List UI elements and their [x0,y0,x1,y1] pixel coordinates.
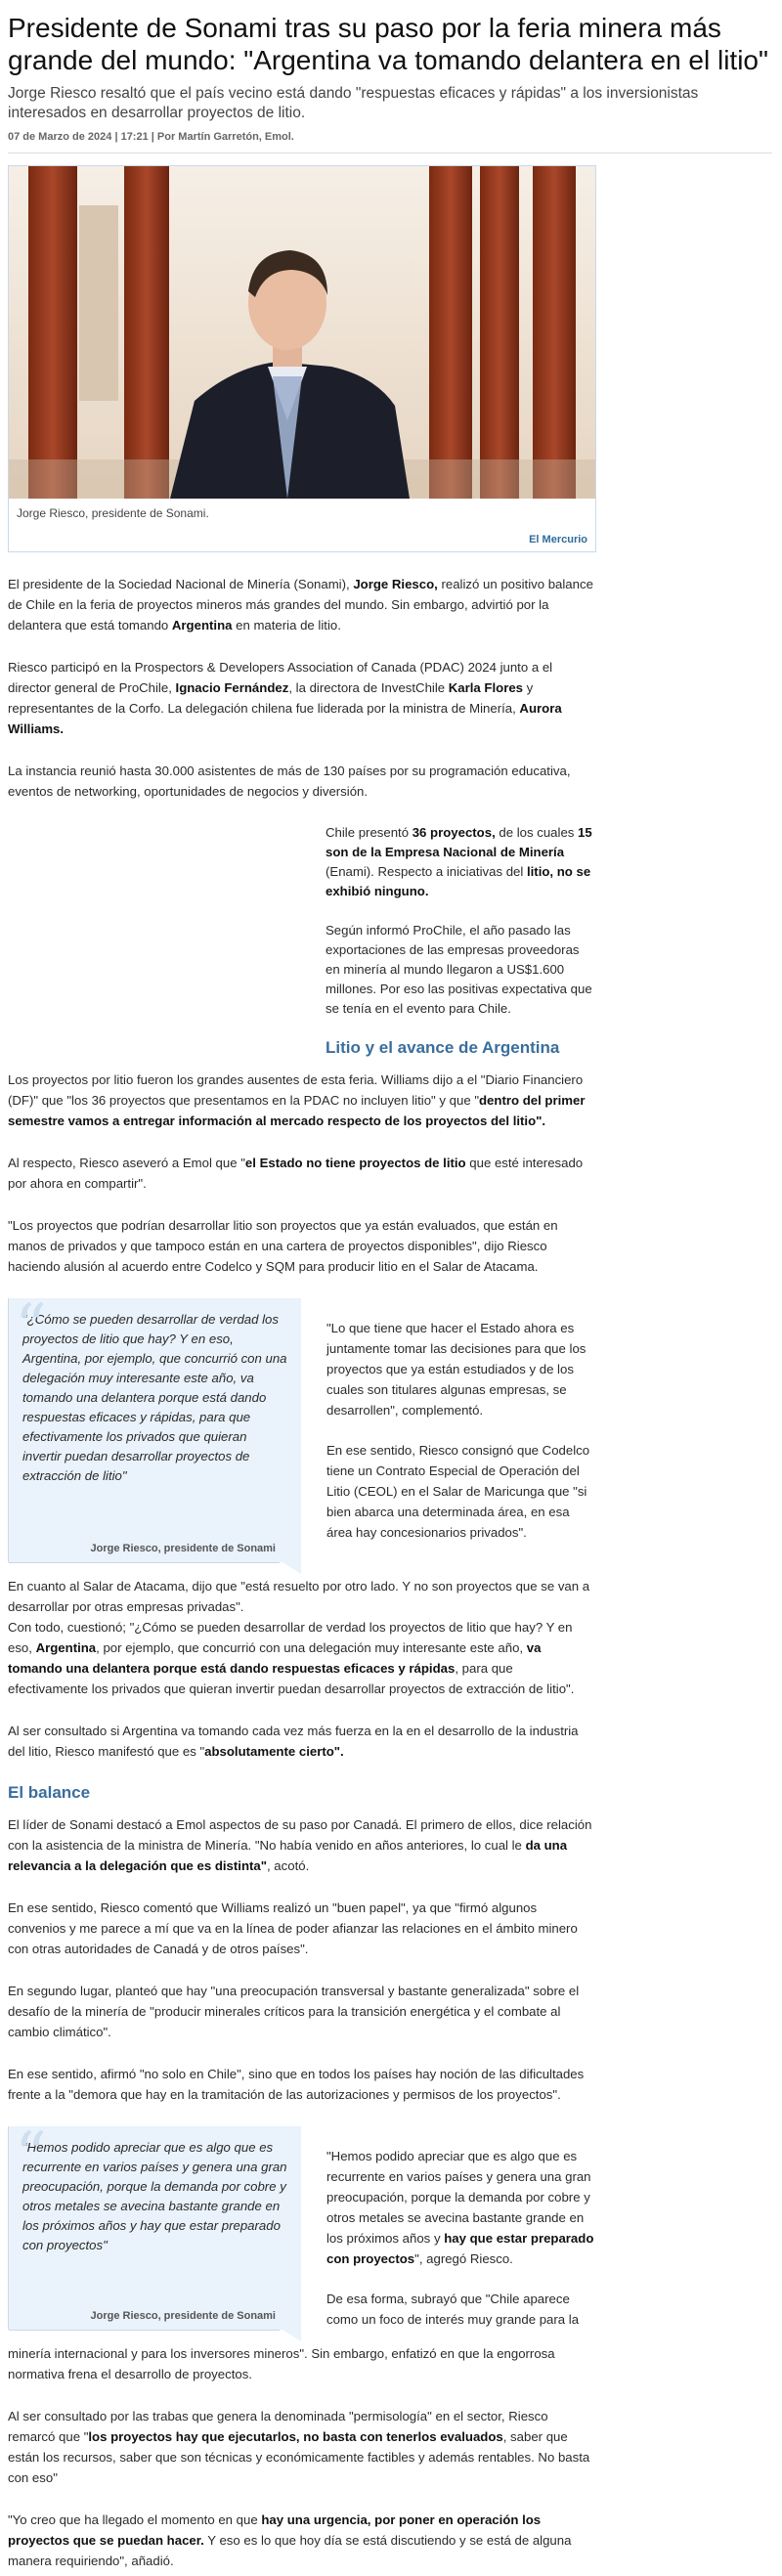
quote-text: "¿Cómo se pueden desarrollar de verdad los proyectos de litio que hay? Y en eso, Argentina, por ejemplo, que concurrió con una delegación muy interesante este año, va tomando una delantera porque está dando respuestas eficaces y rápidas, para que efectivamente los privados que quieran invertir puedan desarrollar proyectos de extracción de litio" [22,1312,287,1483]
side-paragraph: "Hemos podido apreciar que es algo que es recurrente en varios países y genera una gran preocupación, porque la demanda por cobre y otros metales se avecina bastante grande en los próximos años y hay que estar preparado con proyectos", agregó Riesco. [326,2149,594,2266]
quote-mark-icon: “ [15,2119,47,2192]
quote-author: Jorge Riesco, presidente de Sonami [90,2310,276,2322]
side-paragraph: "Lo que tiene que hacer el Estado ahora es juntamente tomar las decisiones para que los proyectos que ya están estudiados y de los cuales son titulares algunas empresas, se desarrollen", complementó. [326,1321,586,1418]
paragraph: La instancia reunió hasta 30.000 asistentes de más de 130 países por su programación educativa, eventos de networking, oportunidades de negocios y diversión. [8,764,571,799]
section-heading-litio: Litio y el avance de Argentina [326,1038,560,1057]
sidebar-column [326,823,594,1058]
side-paragraph: En ese sentido, Riesco consignó que Codelco tiene un Contrato Especial de Operación del Litio (CEOL) en el Salar de Maricunga que "si bien abarca una determinada área, en esa área hay concesionarios privados". [326,1443,590,1540]
paragraph: Riesco participó en la Prospectors & Developers Association of Canada (PDAC) 2024 junto a el director general de ProChile, Ignacio Fernández, la directora de InvestChile Karla Flores y representantes de la Corfo. La delegación chilena fue liderada por la ministra de Minería, Aurora Williams. [8,660,562,736]
paragraph: Al ser consultado por las trabas que genera la denominada "permisología" en el sector, Riesco remarcó que "los proyectos hay que ejecutarlos, no basta con tenerlos evaluados, saber que están los recursos, saber que son técnicas y económicamente factibles y además rentables. No basta con eso" [8,2409,590,2485]
paragraph: El presidente de la Sociedad Nacional de Minería (Sonami), Jorge Riesco, realizó un positivo balance de Chile en la feria de proyectos mineros más grandes del mundo. Sin embargo, advirtió por la delantera que está tomando Argentina en materia de litio. [8,577,593,633]
photo-portrait-icon[interactable] [9,166,595,499]
paragraph: El líder de Sonami destacó a Emol aspectos de su paso por Canadá. El primero de ellos, dice relación con la asistencia de la ministra de Minería. "No había venido en años anteriores, lo cual le da una relevancia a la delegación que es distinta", acotó. [8,1817,592,1873]
paragraph: "Los proyectos que podrían desarrollar litio son proyectos que ya están evaluados, que están en manos de privados y que tampoco están en una cartera de proyectos disponibles", dijo Riesco haciendo alusión al acuerdo entre Codelco y SQM para producir litio en el Salar de Atacama. [8,1218,558,1274]
photo-credit: El Mercurio [529,534,587,546]
article-subtitle: Jorge Riesco resaltó que el país vecino está dando "respuestas eficaces y rápidas" a los inversionistas interesados en desarrollar proyectos de litio. [8,85,699,121]
paragraph: Los proyectos por litio fueron los grandes ausentes de esta feria. Williams dijo a el "Diario Financiero (DF)" que "los 36 proyectos que presentamos en la PDAC no incluyen litio" y que "dentro del primer semestre vamos a entregar información al mercado respecto de los proyectos del litio". [8,1072,586,1128]
quote-tail-icon [280,1560,301,1574]
article-figure [8,165,596,552]
quote-author: Jorge Riesco, presidente de Sonami [90,1543,276,1554]
figure-caption-row [9,499,595,551]
photo-illustration [9,166,595,499]
quote-side-text [326,1298,594,1562]
pull-quote-block [8,1291,594,1562]
quote-text: "Hemos podido apreciar que es algo que es recurrente en varios países y genera una gran preocupación, porque la demanda por cobre y otros metales se avecina bastante grande en los próximos años y hay que estar preparado con proyectos" [22,2140,287,2252]
paragraph: En ese sentido, afirmó "no solo en Chile", sino que en todos los países hay noción de las dificultades frente a la "demora que hay en la tramitación de las autorizaciones y permisos de los proyectos". [8,2067,585,2102]
paragraph: En ese sentido, Riesco comentó que Williams realizó un "buen papel", ya que "firmó algunos convenios y me parece a mí que va en la línea de poder afianzar las relaciones en el ámbito minero con otras autoridades de Canadá y de otros países". [8,1900,578,1956]
article-title: Presidente de Sonami tras su paso por la feria minera más grande del mundo: "Argentina va tomando delantera en el litio" [8,13,768,75]
paragraph: Al respecto, Riesco aseveró a Emol que "el Estado no tiene proyectos de litio que esté interesado por ahora en compartir". [8,1156,584,1191]
side-paragraph: De esa forma, subrayó que "Chile aparece como un foco de interés muy grande para la [326,2292,580,2327]
paragraph: "Yo creo que ha llegado el momento en que hay una urgencia, por poner en operación los proyectos que se puedan hacer. Y eso es lo que hoy día se está discutiendo y se está de alguna manera requiriendo", añadió. [8,2512,572,2568]
figure-caption: Jorge Riesco, presidente de Sonami. [17,506,209,520]
quote-side-text [326,2126,594,2330]
pull-quote [8,2119,301,2330]
side-paragraph: Chile presentó 36 proyectos, de los cuales 15 son de la Empresa Nacional de Minería (Enami). Respecto a iniciativas del litio, no se exhibió ninguno. [326,825,592,898]
side-paragraph: Según informó ProChile, el año pasado las exportaciones de las empresas proveedoras en minería al mundo llegaron a US$1.600 millones. Por eso las positivas expectativa que se tenía en el evento para Chile. [326,923,592,1016]
quote-mark-icon: “ [15,1291,47,1364]
paragraph: minería internacional y para los inversores mineros". Sin embargo, enfatizó en que la engorrosa normativa frena el desarrollo de proyectos. [8,2346,555,2381]
section-heading-balance: El balance [8,1783,91,1802]
paragraph: En segundo lugar, planteó que hay "una preocupación transversal y bastante generalizada" sobre el desafío de la minería de "producir minerales críticos para la transición energética y el combate al cambio climático". [8,1984,580,2039]
paragraph: Al ser consultado si Argentina va tomando cada vez más fuerza en la en el desarrollo de la industria del litio, Riesco manifestó que es "absolutamente cierto". [8,1724,579,1759]
paragraph: En cuanto al Salar de Atacama, dijo que "está resuelto por otro lado. Y no son proyectos que se van a desarrollar por otras empresas privadas". Con todo, cuestionó; "¿Cómo se pueden desarrollar de verdad los proyectos de litio que hay? Y en eso, Argentina, por ejemplo, que concurrió con una delegación muy interesante este año, va tomando una delantera porque está dando respuestas eficaces y rápidas, para que efectivamente los privados que quieran invertir puedan desarrollar proyectos de extracción de litio". [8,1579,590,1696]
pull-quote [8,1291,301,1562]
article-meta: 07 de Marzo de 2024 | 17:21 | Por Martín Garretón, Emol. [8,131,294,143]
pull-quote-block [8,2119,594,2330]
quote-tail-icon [280,2328,301,2341]
